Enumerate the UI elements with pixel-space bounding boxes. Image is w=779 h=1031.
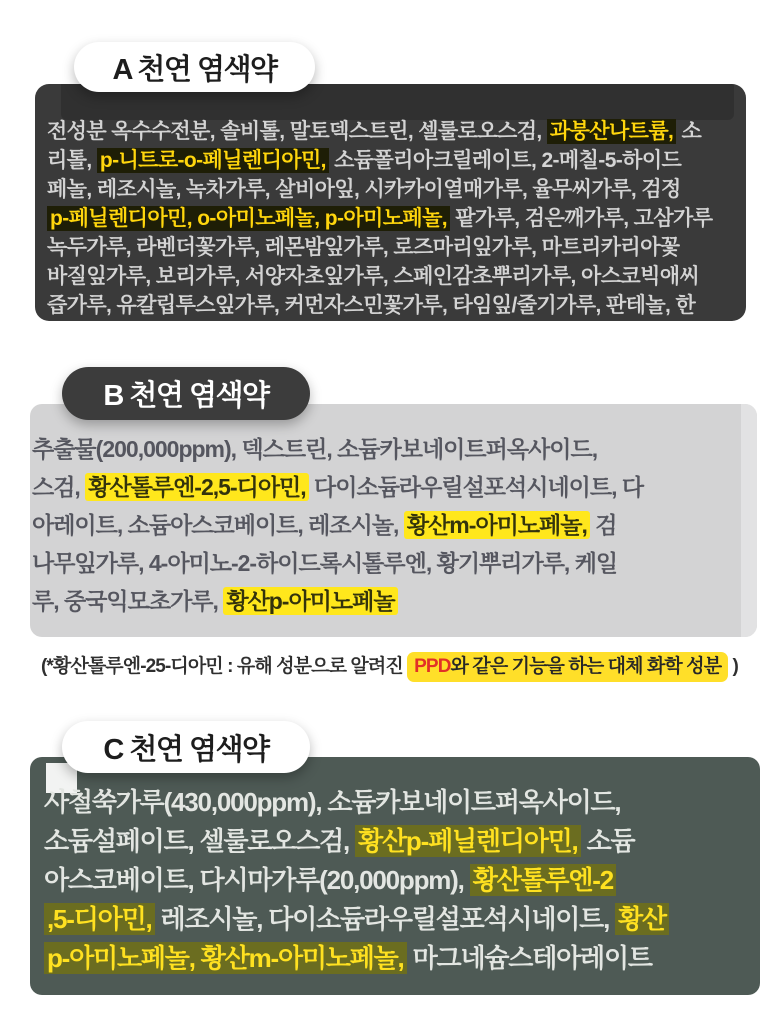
ingredient-line	[32, 468, 643, 506]
highlighted-ingredient: ,5-디아민,	[44, 903, 155, 935]
ingredient-text: 소듐설페이트, 셀룰로오스검,	[44, 826, 356, 856]
highlighted-ingredient: p-아미노페놀, 황산m-아미노페놀,	[44, 942, 407, 974]
section-c-title: C 천연 염색약	[103, 733, 269, 766]
footnote-highlight-rest: 와 같은 기능을 하는 대체 화학 성분	[450, 656, 722, 677]
ingredient-text: 바질잎가루, 보리가루, 서양자초잎가루, 스페인감초뿌리가루, 아스코빅애씨	[47, 265, 700, 288]
ingredient-line	[44, 783, 669, 822]
ingredient-text: 녹두가루, 라벤더꽃가루, 레몬밤잎가루, 로즈마리잎가루, 마트리카리아꽃	[47, 236, 680, 259]
ingredient-text: 소	[676, 120, 702, 143]
section-b-title: B 천연 염색약	[103, 380, 269, 412]
ingredient-line	[32, 544, 643, 582]
ingredient-line	[47, 204, 712, 233]
ingredient-line	[44, 861, 669, 900]
section-b-label-photo	[30, 404, 757, 637]
highlighted-ingredient: 황산p-아미노페놀	[223, 587, 397, 615]
highlighted-ingredient: p-니트로-o-페닐렌디아민,	[97, 148, 329, 173]
ingredient-text: 리톨,	[47, 149, 97, 172]
ingredient-line	[47, 262, 712, 291]
ingredient-line	[47, 233, 712, 262]
ingredient-line	[32, 506, 643, 544]
footnote	[0, 651, 779, 678]
ingredient-line	[32, 430, 643, 468]
section-c-header-badge	[62, 721, 310, 773]
ingredient-text: 루, 중국익모초가루,	[32, 588, 224, 614]
highlighted-ingredient: 황산m-아미노페놀,	[404, 511, 590, 539]
highlighted-ingredient: p-페닐렌디아민, o-아미노페놀, p-아미노페놀,	[47, 206, 450, 231]
footnote-highlight	[407, 652, 728, 682]
footnote-suffix: )	[728, 656, 738, 677]
section-b-header-badge	[62, 367, 310, 420]
ingredient-text: 즙가루, 유칼립투스잎가루, 커먼자스민꽃가루, 타임잎/줄기가루, 판테놀, 한	[47, 294, 696, 317]
ingredient-text: 페놀, 레조시놀, 녹차가루, 살비아잎, 시카카이열매가루, 율무씨가루, 검정	[47, 178, 681, 201]
ingredient-line	[47, 175, 712, 204]
ingredient-line	[47, 117, 712, 146]
highlighted-ingredient: 황산	[615, 903, 669, 935]
highlighted-ingredient: 황산톨루엔-2	[470, 864, 616, 896]
ingredient-text: 전성분 옥수수전분, 솔비톨, 말토덱스트린, 셀룰로오스검,	[47, 120, 547, 143]
ingredient-text: 나무잎가루, 4-아미노-2-하이드록시톨루엔, 황기뿌리가루, 케일	[32, 550, 618, 576]
section-a-label-photo	[35, 84, 746, 321]
ingredient-line	[44, 822, 669, 861]
ingredient-text: 추출물(200,000ppm), 덱스트린, 소듐카보네이트퍼옥사이드,	[32, 436, 598, 462]
ingredient-line	[32, 582, 643, 620]
footnote-prefix: (*황산톨루엔-25-디아민 : 유해 성분으로 알려진	[41, 656, 408, 677]
ingredient-text: 마그네슘스테아레이트	[406, 943, 652, 973]
ingredient-text: 스검,	[32, 474, 86, 500]
ingredient-text: 아스코베이트, 다시마가루(20,000ppm),	[44, 865, 470, 895]
ingredient-text: 아레이트, 소듐아스코베이트, 레조시놀,	[32, 512, 404, 538]
ingredient-line	[47, 146, 712, 175]
section-b-ingredient-list	[32, 430, 643, 620]
ingredient-text: 레조시놀, 다이소듐라우릴설포석시네이트,	[154, 904, 616, 934]
highlighted-ingredient: 과붕산나트륨,	[547, 119, 676, 144]
ingredient-text: 소듐폴리아크릴레이트, 2-메칠-5-하이드	[328, 149, 682, 172]
highlighted-ingredient: 황산톨루엔-2,5-디아민,	[85, 473, 308, 501]
ingredient-line	[47, 291, 712, 320]
section-c-label-photo	[30, 757, 760, 995]
ingredient-text: 다이소듐라우릴설포석시네이트, 다	[308, 474, 644, 500]
section-c-ingredient-list	[44, 783, 669, 978]
section-a-header-badge	[74, 42, 315, 92]
section-a-ingredient-list	[47, 117, 712, 320]
ingredient-text: 검	[589, 512, 617, 538]
ingredient-text: 팥가루, 검은깨가루, 고삼가루	[450, 207, 713, 230]
ingredient-text: 소듐	[580, 826, 635, 856]
ingredient-line	[44, 939, 669, 978]
ingredient-text: 사철쑥가루(430,000ppm), 소듐카보네이트퍼옥사이드,	[44, 787, 621, 817]
ppd-text: PPD	[414, 656, 451, 677]
ingredient-line	[44, 900, 669, 939]
highlighted-ingredient: 황산p-페닐렌디아민,	[355, 825, 581, 857]
section-a-title: A 천연 염색약	[112, 53, 277, 86]
